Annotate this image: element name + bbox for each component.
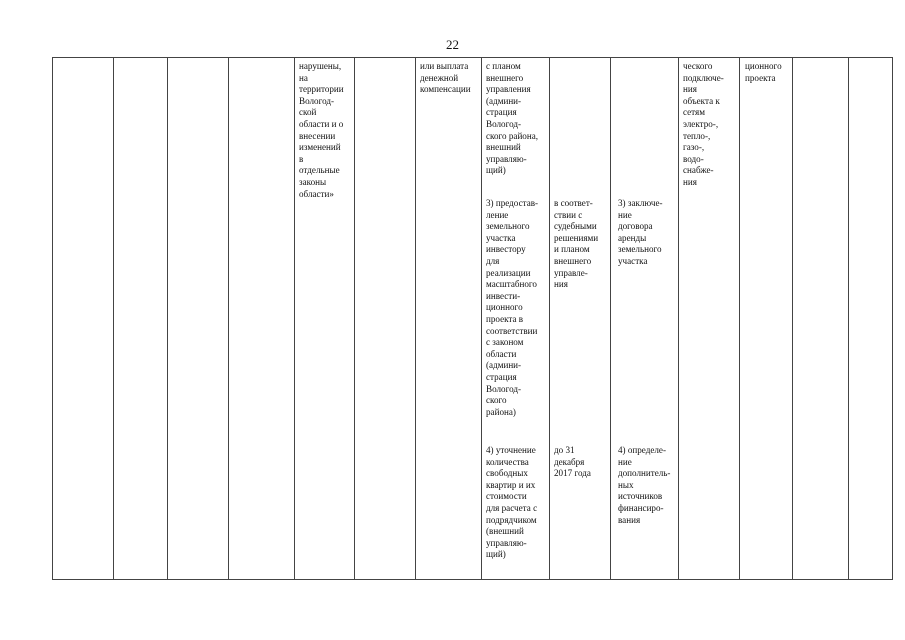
cell-deadline-4: до 31 декабря 2017 года xyxy=(554,445,591,479)
column-divider xyxy=(113,58,114,579)
column-divider xyxy=(848,58,849,579)
cell-result-4: 4) определе- ние дополнитель- ных источников финансиро- вания xyxy=(618,445,671,525)
column-divider xyxy=(167,58,168,579)
column-divider xyxy=(415,58,416,579)
cell-law-reference: нарушены, на территории Вологод- ской области и о внесении изменений в отдельные законы области» xyxy=(299,61,344,199)
table-border-right xyxy=(892,58,893,579)
cell-measure-continued: с планом внешнего управления (админи- страция Вологод- ского района, внешний управляю- щий) xyxy=(486,61,539,176)
column-divider xyxy=(739,58,740,579)
cell-measure-3: 3) предостав- ление земельного участка инвестору для реализации масштабного инвести- ционного проекта в соответствии с законом области (админи- страция Вологод- ского района) xyxy=(486,198,539,417)
column-divider xyxy=(294,58,295,579)
cell-result-3: 3) заключе- ние договора аренды земельного участка xyxy=(618,198,663,266)
continuation-table xyxy=(52,57,893,580)
column-divider xyxy=(610,58,611,579)
table-border-left xyxy=(52,58,53,579)
cell-project: ционного проекта xyxy=(745,61,782,83)
column-divider xyxy=(481,58,482,579)
cell-utility-connection: ческого подключе- ния объекта к сетям электро-, тепло-, газо-, водо- снабже- ния xyxy=(683,61,724,187)
column-divider xyxy=(228,58,229,579)
cell-measure-4: 4) уточнение количества свободных квартир и их стоимости для расчета с подрядчиком (внешний управляю- щий) xyxy=(486,445,538,560)
cell-compensation: или выплата денежной компенсации xyxy=(420,61,471,95)
column-divider xyxy=(792,58,793,579)
page-number: 22 xyxy=(446,37,459,52)
cell-deadline-3: в соответ- ствии с судебными решениями и планом внешнего управле- ния xyxy=(554,198,599,290)
column-divider xyxy=(549,58,550,579)
column-divider xyxy=(678,58,679,579)
column-divider xyxy=(354,58,355,579)
